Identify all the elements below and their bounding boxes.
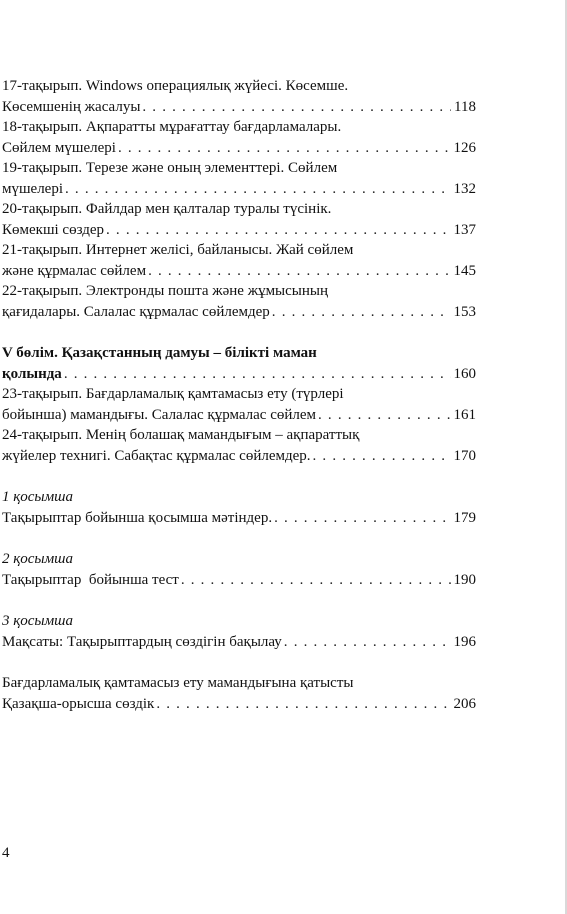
toc-dictionary	[2, 673, 476, 714]
toc-page-number: 126	[453, 139, 476, 156]
toc-entry-title-cont: және құрмалас сөйлем	[2, 262, 147, 279]
toc-entry-23	[2, 384, 476, 425]
dot-leader	[146, 261, 450, 282]
toc-part-title: V бөлім. Қазақстанның дамуы – білікті маман	[2, 345, 317, 361]
toc-entry-19	[2, 158, 476, 199]
dot-leader	[282, 632, 451, 653]
toc-entry-22	[2, 281, 476, 322]
toc-entry-title-cont: Көсемшенің жасалуы	[2, 98, 141, 115]
toc-entry-leader-line	[2, 179, 476, 200]
dot-leader	[104, 220, 450, 241]
toc-entry-leader-line	[2, 446, 476, 467]
appendix-heading: 1 қосымша	[2, 489, 73, 505]
toc-entry-leader-line	[2, 405, 476, 426]
toc-entry-title: 17-тақырып. Windows операциялық жүйесі. Көсемше.	[2, 78, 349, 94]
dot-leader	[116, 138, 451, 159]
spacer	[2, 466, 476, 487]
toc-entry-title-cont: мүшелері	[2, 180, 64, 197]
dot-leader	[63, 179, 450, 200]
spacer	[2, 528, 476, 549]
toc-entry-title-cont: Көмекші сөздер	[2, 221, 105, 238]
toc-page-number: 206	[453, 695, 476, 712]
toc-entry-title: 23-тақырып. Бағдарламалық қамтамасыз ету (түрлері	[2, 386, 344, 402]
toc-part-title-cont: қолында	[2, 365, 62, 382]
table-of-contents	[2, 76, 476, 714]
dot-leader	[316, 405, 450, 426]
toc-entry-title: 20-тақырып. Файлдар мен қалталар туралы түсінік.	[2, 201, 332, 217]
toc-entry-title-cont: Қазақша-орысша сөздік	[2, 695, 155, 712]
spacer	[2, 652, 476, 673]
toc-entry-leader-line	[2, 632, 476, 653]
toc-entry-leader-line	[2, 97, 476, 118]
toc-entry-21	[2, 240, 476, 281]
toc-page-number: 196	[453, 633, 476, 650]
toc-entry-17	[2, 76, 476, 117]
spacer	[2, 322, 476, 343]
toc-entry-title-cont: қағидалары. Салалас құрмалас сөйлемдер	[2, 303, 270, 320]
page-number: 4	[2, 845, 10, 861]
toc-entry-18	[2, 117, 476, 158]
toc-entry-24	[2, 425, 476, 466]
toc-entry-title-cont: жүйелер технигі. Сабақтас құрмалас сөйлемдер.	[2, 447, 311, 464]
toc-entry-title-cont: Сөйлем мүшелері	[2, 139, 116, 156]
toc-entry-leader-line	[2, 138, 476, 159]
dot-leader	[272, 508, 450, 529]
toc-page-number: 190	[453, 571, 476, 588]
spacer	[2, 590, 476, 611]
dot-leader	[62, 364, 451, 385]
toc-entry-title: 21-тақырып. Интернет желісі, байланысы. Жай сөйлем	[2, 242, 354, 258]
toc-entry-title: 22-тақырып. Электронды пошта және жұмысының	[2, 283, 329, 299]
toc-page-number: 160	[453, 365, 476, 382]
toc-page-number: 137	[453, 221, 476, 238]
appendix-title: Мақсаты: Тақырыптардың сөздігін бақылау	[2, 633, 282, 650]
toc-entry-leader-line	[2, 261, 476, 282]
toc-appendix-3	[2, 611, 476, 652]
toc-page-number: 153	[453, 303, 476, 320]
toc-entry-leader-line	[2, 508, 476, 529]
toc-entry-leader-line	[2, 220, 476, 241]
toc-entry-title: 18-тақырып. Ақпаратты мұрағаттау бағдарламалары.	[2, 119, 342, 135]
toc-entry-leader-line	[2, 570, 476, 591]
toc-entry-20	[2, 199, 476, 240]
toc-page-number: 161	[453, 406, 476, 423]
appendix-heading: 3 қосымша	[2, 613, 73, 629]
toc-page-number: 118	[454, 98, 476, 115]
dot-leader	[311, 446, 451, 467]
dot-leader	[179, 570, 451, 591]
toc-entry-title: 19-тақырып. Терезе және оның элементтері. Сөйлем	[2, 160, 338, 176]
dot-leader	[270, 302, 451, 323]
toc-appendix-2	[2, 549, 476, 590]
toc-page-number: 132	[453, 180, 476, 197]
toc-page-number: 170	[453, 447, 476, 464]
dot-leader	[154, 694, 450, 715]
appendix-title: Тақырыптар бойынша тест	[2, 571, 179, 588]
toc-entry-leader-line	[2, 364, 476, 385]
toc-appendix-1	[2, 487, 476, 528]
dot-leader	[140, 97, 451, 118]
toc-part-5	[2, 343, 476, 384]
toc-entry-leader-line	[2, 302, 476, 323]
toc-page-number: 179	[453, 509, 476, 526]
appendix-heading: 2 қосымша	[2, 551, 73, 567]
toc-entry-title: 24-тақырып. Менің болашақ мамандығым – ақпараттық	[2, 427, 360, 443]
toc-page-number: 145	[453, 262, 476, 279]
toc-entry-title: Бағдарламалық қамтамасыз ету мамандығына қатысты	[2, 675, 354, 691]
toc-entry-title-cont: бойынша) мамандығы. Салалас құрмалас сөйлем	[2, 406, 317, 423]
toc-entry-leader-line	[2, 694, 476, 715]
appendix-title: Тақырыптар бойынша қосымша мәтіндер.	[2, 509, 273, 526]
